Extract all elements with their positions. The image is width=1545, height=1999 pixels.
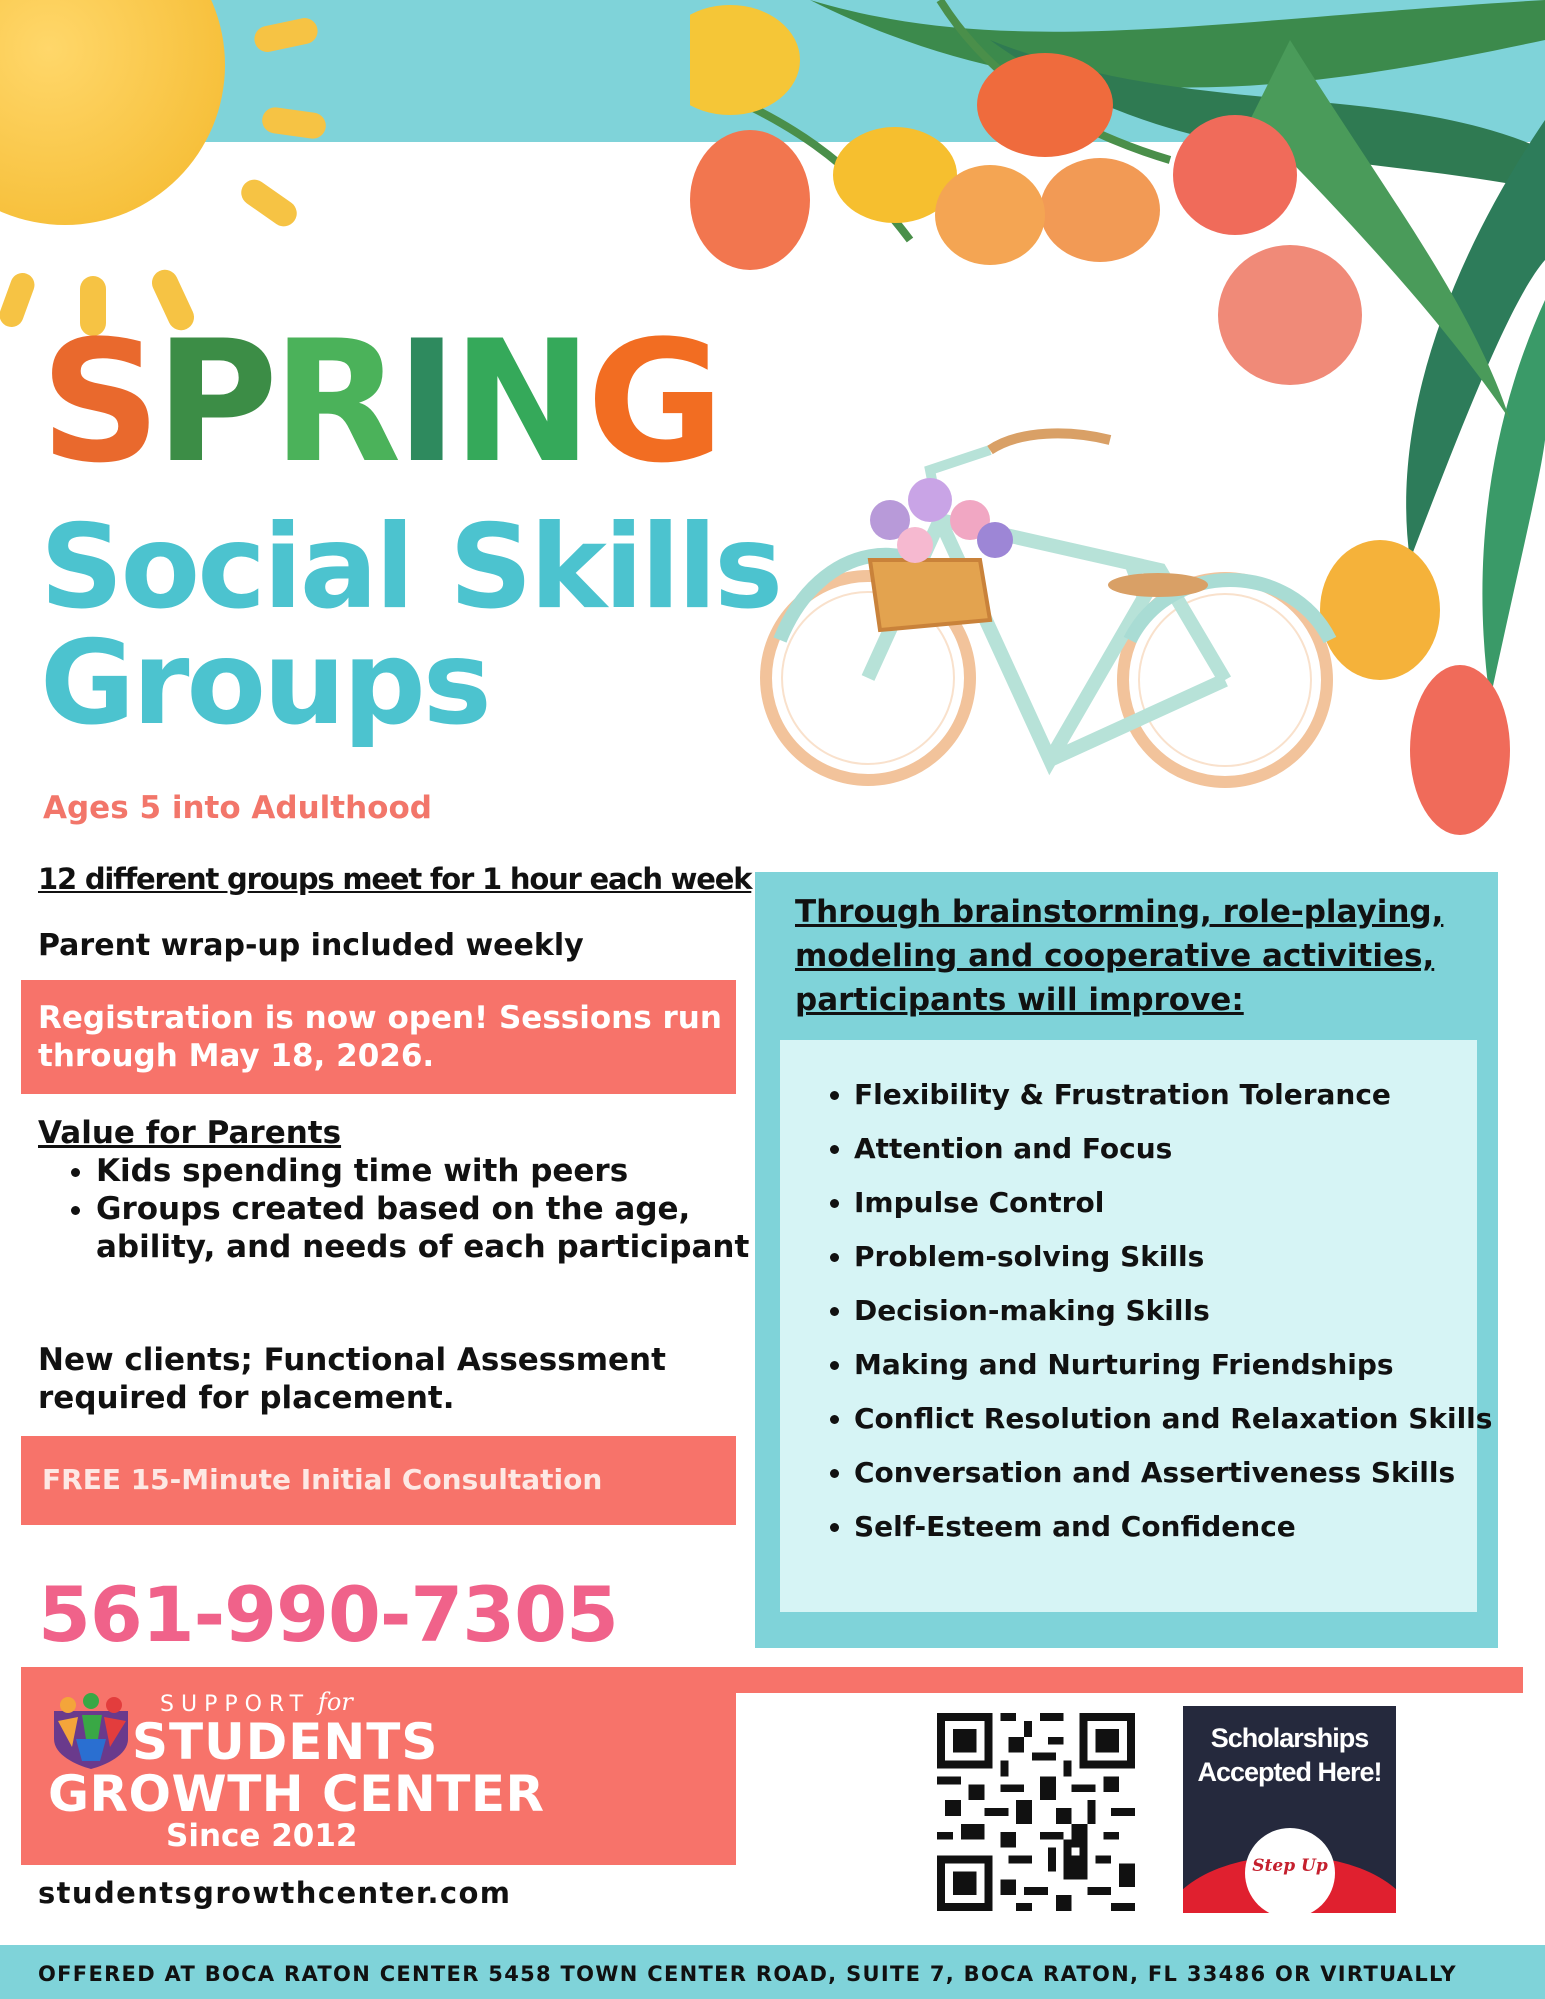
skills-list (800, 1068, 1504, 1554)
groups-schedule-text: 12 different groups meet for 1 hour each week (38, 862, 752, 896)
spring-title-letter: I (395, 304, 453, 500)
list-item: • Attention and Focus (854, 1122, 1504, 1176)
list-item: • Conversation and Assertiveness Skills (854, 1446, 1504, 1500)
list-item: • Impulse Control (854, 1176, 1504, 1230)
scholarship-line-2: Accepted Here! (1197, 1756, 1382, 1787)
list-item: • Problem-solving Skills (854, 1230, 1504, 1284)
free-consultation-text: FREE 15-Minute Initial Consultation (42, 1463, 603, 1496)
people-logo-icon (46, 1691, 136, 1769)
sun-illustration (0, 0, 225, 225)
spring-title-letter: N (452, 304, 587, 500)
spring-title-letter: R (272, 304, 396, 500)
heading-line-1: Social Skills (40, 500, 781, 635)
registration-text: Registration is now open! Sessions run through May 18, 2026. (38, 1000, 722, 1074)
list-item: • Kids spending time with peers (96, 1153, 796, 1191)
logo-for-text: for (318, 1688, 353, 1716)
value-for-parents-title: Value for Parents (38, 1115, 342, 1151)
spring-title-letter: P (155, 304, 273, 500)
logo-students-text: STUDENTS (132, 1713, 439, 1771)
heading-line-2: Groups (40, 616, 489, 751)
step-up-logo-text: Step Up (1252, 1856, 1328, 1876)
list-item: • Groups created based on the age, ability, and needs of each participant (96, 1191, 796, 1267)
list-item: • Making and Nurturing Friendships (854, 1338, 1504, 1392)
list-item: • Decision-making Skills (854, 1284, 1504, 1338)
phone-number[interactable]: 561-990-7305 (38, 1570, 618, 1659)
logo-support-text: SUPPORT (160, 1692, 311, 1717)
spring-title (40, 304, 719, 500)
social-skills-groups-heading (40, 500, 781, 751)
sun-ray (236, 175, 302, 232)
bicycle (766, 433, 1330, 782)
logo-growth-center-text: GROWTH CENTER (48, 1765, 545, 1823)
list-item: • Flexibility & Frustration Tolerance (854, 1068, 1504, 1122)
list-item: • Self-Esteem and Confidence (854, 1500, 1504, 1554)
scholarship-text (1183, 1722, 1396, 1790)
website-link[interactable]: studentsgrowthcenter.com (38, 1876, 512, 1910)
qr-code-icon[interactable] (937, 1713, 1135, 1911)
new-clients-note: New clients; Functional Assessment required for placement. (38, 1342, 666, 1416)
logo-since-text: Since 2012 (166, 1818, 358, 1854)
parent-wrapup-text: Parent wrap-up included weekly (38, 928, 584, 963)
scholarship-line-1: Scholarships (1210, 1723, 1369, 1753)
spring-title-letter: S (40, 304, 155, 500)
sun-ray (0, 270, 38, 331)
footer-address-text: OFFERED AT BOCA RATON CENTER 5458 TOWN CENTER ROAD, SUITE 7, BOCA RATON, FL 33486 OR VIRTUALLY (38, 1962, 1457, 1986)
list-item: • Conflict Resolution and Relaxation Skills (854, 1392, 1504, 1446)
skills-panel-heading: Through brainstorming, role-playing, modeling and cooperative activities, participants will improve: (795, 894, 1444, 1019)
divider-bar (736, 1667, 1523, 1693)
ages-text: Ages 5 into Adulthood (43, 790, 432, 826)
value-for-parents-list (38, 1153, 796, 1266)
tulips-and-bicycle-illustration (690, 0, 1545, 860)
spring-title-letter: G (586, 304, 719, 500)
